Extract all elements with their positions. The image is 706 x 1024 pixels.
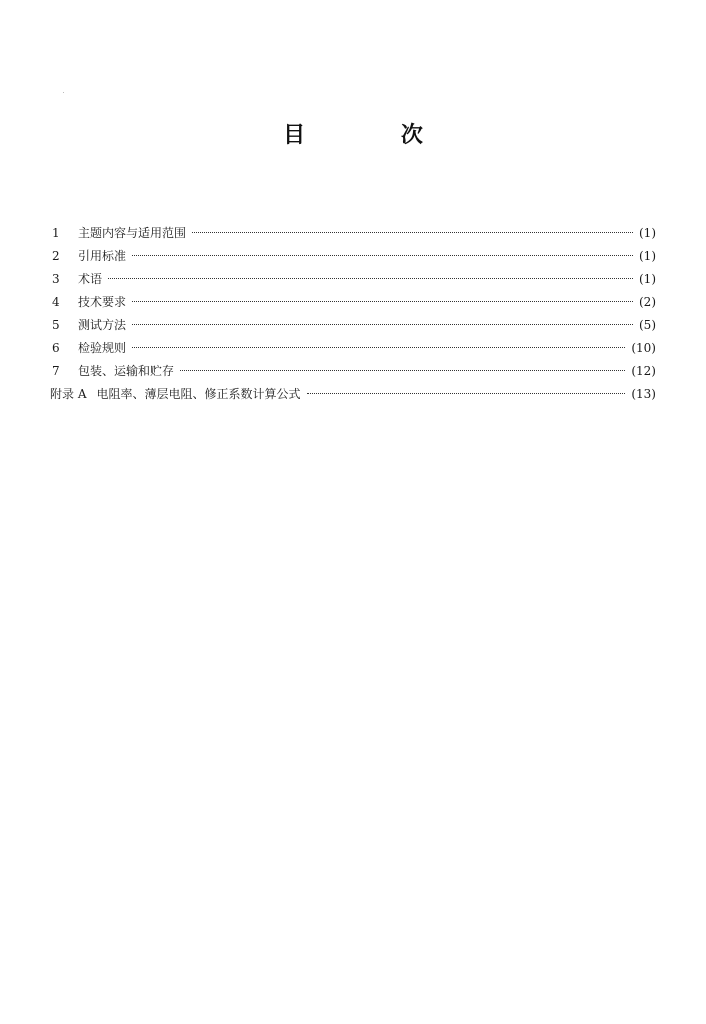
toc-entry-appendix-a[interactable] [50, 383, 656, 406]
toc-entry-7[interactable] [50, 360, 656, 383]
toc-entry-number: 6 [52, 341, 60, 355]
toc-entry-5[interactable] [50, 314, 656, 337]
dot-leader [132, 324, 633, 325]
toc-entry-page: (1) [639, 226, 656, 240]
toc-entry-1[interactable] [50, 222, 656, 245]
toc-entry-title: 包装、运输和贮存 [78, 364, 175, 378]
toc-entry-page: (13) [631, 387, 656, 401]
toc-entry-title: 主题内容与适用范围 [78, 226, 187, 240]
dot-leader [307, 393, 626, 394]
dot-leader [132, 255, 633, 256]
toc-entry-page: (1) [639, 272, 656, 286]
toc-entry-6[interactable] [50, 337, 656, 360]
dot-leader [180, 370, 625, 371]
toc-entry-number: 5 [52, 318, 60, 332]
toc-entry-title: 检验规则 [78, 341, 127, 355]
toc-entry-title: 技术要求 [78, 295, 127, 309]
toc-entry-number: 7 [52, 364, 60, 378]
toc-entry-page: (1) [639, 249, 656, 263]
toc-entry-page: (5) [639, 318, 656, 332]
toc-entry-number: 附录 A [50, 387, 87, 401]
toc-entry-title: 术语 [78, 272, 103, 286]
toc-entry-number: 3 [52, 272, 60, 286]
toc-entry-page: (2) [639, 295, 656, 309]
toc-entry-4[interactable] [50, 291, 656, 314]
dot-leader [132, 301, 633, 302]
toc-entry-number: 4 [52, 295, 60, 309]
dot-leader [108, 278, 633, 279]
table-of-contents [50, 222, 656, 406]
toc-entry-page: (10) [631, 341, 656, 355]
toc-entry-title: 电阻率、薄层电阻、修正系数计算公式 [96, 387, 301, 401]
toc-entry-3[interactable] [50, 268, 656, 291]
toc-entry-title: 引用标准 [78, 249, 127, 263]
toc-entry-number: 2 [52, 249, 60, 263]
page-title: 目 次 [283, 123, 467, 148]
dot-leader [132, 347, 625, 348]
toc-entry-page: (12) [631, 364, 656, 378]
toc-entry-2[interactable] [50, 245, 656, 268]
toc-entry-title: 测试方法 [78, 318, 127, 332]
dot-leader [192, 232, 633, 233]
toc-entry-number: 1 [52, 226, 60, 240]
scan-speck [63, 92, 64, 93]
